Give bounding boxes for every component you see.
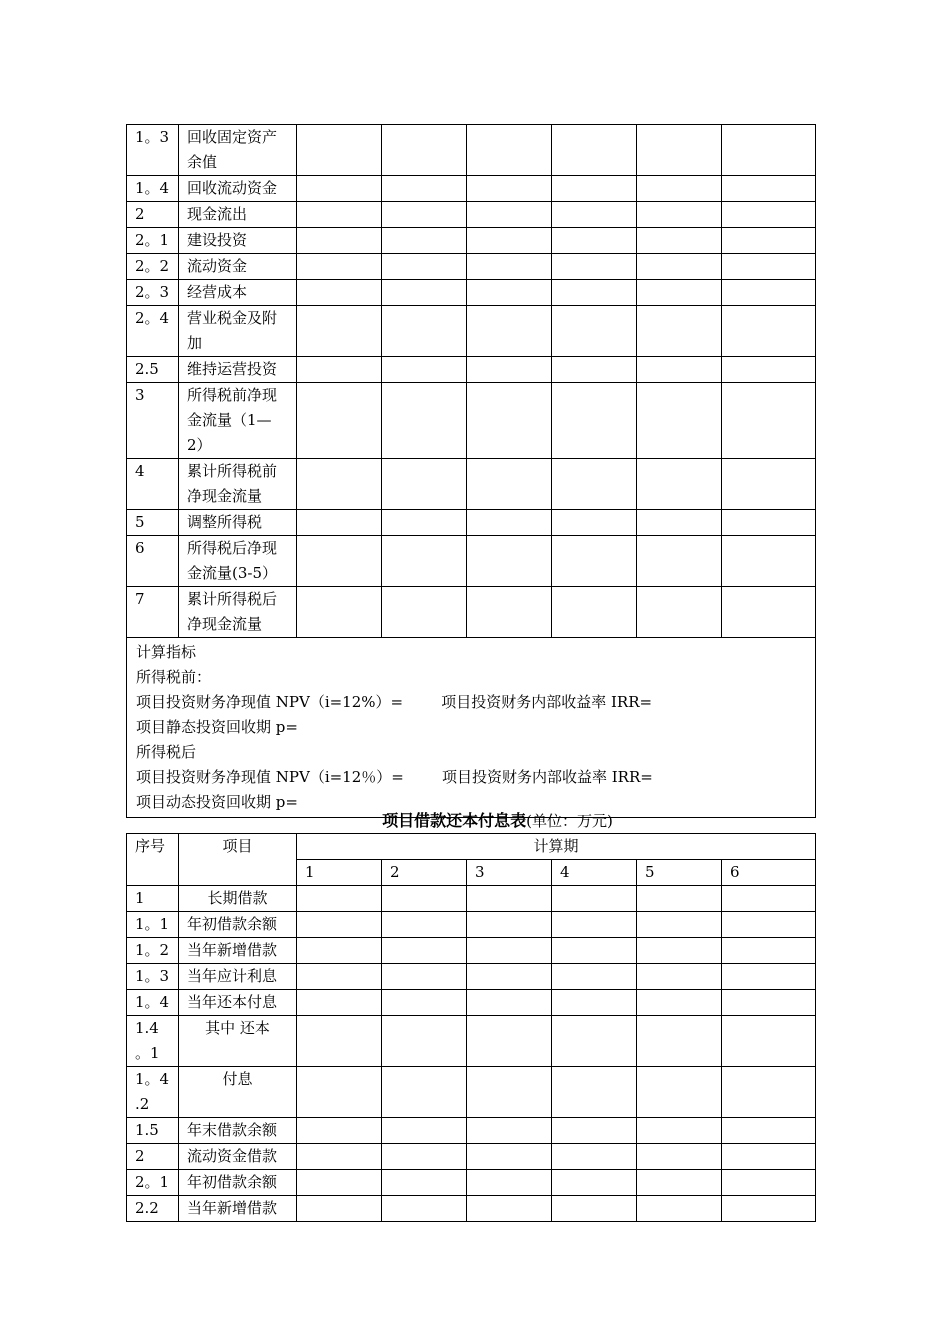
value-cell [637, 912, 722, 938]
table-row [127, 938, 816, 964]
value-cell [467, 964, 552, 990]
value-cell [722, 587, 816, 638]
value-cell [637, 1170, 722, 1196]
value-cell [552, 383, 637, 459]
row-number: 2.5 [127, 357, 179, 383]
value-cell [722, 912, 816, 938]
row-number: 1 [127, 886, 179, 912]
value-cell [467, 125, 552, 176]
value-cell [637, 228, 722, 254]
value-cell [722, 383, 816, 459]
value-cell [637, 1118, 722, 1144]
value-cell [382, 383, 467, 459]
cash-flow-table-body [127, 125, 816, 818]
value-cell [552, 912, 637, 938]
row-number: 2 [127, 1144, 179, 1170]
value-cell [382, 280, 467, 306]
table-row [127, 536, 816, 587]
value-cell [467, 990, 552, 1016]
table-row [127, 1170, 816, 1196]
value-cell [467, 912, 552, 938]
row-item: 所得税后净现金流量(3-5） [179, 536, 297, 587]
value-cell [382, 306, 467, 357]
row-item: 其中 还本 [179, 1016, 297, 1067]
value-cell [552, 536, 637, 587]
table-row [127, 886, 816, 912]
value-cell [297, 587, 382, 638]
value-cell [722, 964, 816, 990]
row-number: 2。1 [127, 228, 179, 254]
table-row [127, 587, 816, 638]
value-cell [722, 280, 816, 306]
value-cell [467, 510, 552, 536]
value-cell [382, 1196, 467, 1222]
table-row [127, 990, 816, 1016]
value-cell [297, 383, 382, 459]
value-cell [297, 357, 382, 383]
value-cell [297, 1196, 382, 1222]
value-cell [722, 202, 816, 228]
row-item: 当年应计利息 [179, 964, 297, 990]
value-cell [467, 280, 552, 306]
table-row [127, 357, 816, 383]
value-cell [722, 938, 816, 964]
row-number: 1。1 [127, 912, 179, 938]
value-cell [722, 1067, 816, 1118]
value-cell [722, 1144, 816, 1170]
value-cell [637, 886, 722, 912]
value-cell [637, 254, 722, 280]
value-cell [552, 202, 637, 228]
row-number: 5 [127, 510, 179, 536]
value-cell [722, 125, 816, 176]
row-number: 2。2 [127, 254, 179, 280]
value-cell [297, 228, 382, 254]
value-cell [637, 459, 722, 510]
value-cell [637, 1144, 722, 1170]
loan-table-header-row [127, 834, 816, 860]
table-row [127, 1118, 816, 1144]
row-number: 6 [127, 536, 179, 587]
table-row [127, 383, 816, 459]
value-cell [382, 886, 467, 912]
value-cell [467, 306, 552, 357]
table-row [127, 202, 816, 228]
value-cell [552, 459, 637, 510]
value-cell [297, 964, 382, 990]
table-row [127, 1144, 816, 1170]
value-cell [552, 357, 637, 383]
row-number: 1。4 .2 [127, 1067, 179, 1118]
value-cell [467, 459, 552, 510]
loan-table-title [126, 808, 869, 834]
value-cell [722, 1196, 816, 1222]
value-cell [552, 1016, 637, 1067]
value-cell [552, 1118, 637, 1144]
table-row [127, 912, 816, 938]
table-row [127, 964, 816, 990]
table-row [127, 1016, 816, 1067]
indicator-line: 项目投资财务净现值 NPV（i=12%）= 项目投资财务内部收益率 IRR= [136, 693, 653, 711]
value-cell [382, 459, 467, 510]
value-cell [467, 1196, 552, 1222]
value-cell [552, 964, 637, 990]
period-6: 6 [722, 860, 816, 886]
value-cell [722, 357, 816, 383]
row-number: 1。2 [127, 938, 179, 964]
row-item: 流动资金 [179, 254, 297, 280]
value-cell [637, 1016, 722, 1067]
value-cell [382, 228, 467, 254]
value-cell [382, 1118, 467, 1144]
value-cell [382, 176, 467, 202]
row-number: 2 [127, 202, 179, 228]
value-cell [467, 587, 552, 638]
table-row [127, 1196, 816, 1222]
indicator-line: 所得税后 [136, 743, 197, 761]
period-3: 3 [467, 860, 552, 886]
value-cell [467, 383, 552, 459]
value-cell [382, 254, 467, 280]
value-cell [637, 125, 722, 176]
value-cell [297, 1016, 382, 1067]
value-cell [552, 306, 637, 357]
value-cell [722, 228, 816, 254]
row-item: 长期借款 [179, 886, 297, 912]
value-cell [467, 176, 552, 202]
value-cell [467, 1016, 552, 1067]
value-cell [297, 912, 382, 938]
table-row [127, 228, 816, 254]
indicator-line: 所得税前： [136, 668, 212, 686]
value-cell [297, 125, 382, 176]
row-item: 流动资金借款 [179, 1144, 297, 1170]
value-cell [467, 536, 552, 587]
value-cell [467, 254, 552, 280]
value-cell [552, 510, 637, 536]
value-cell [552, 1067, 637, 1118]
row-number: 3 [127, 383, 179, 459]
row-number: 4 [127, 459, 179, 510]
period-2: 2 [382, 860, 467, 886]
value-cell [637, 306, 722, 357]
indicator-line: 计算指标 [136, 643, 197, 661]
value-cell [552, 176, 637, 202]
row-number: 1。4 [127, 990, 179, 1016]
value-cell [297, 886, 382, 912]
value-cell [467, 1118, 552, 1144]
header-item: 项目 [179, 834, 297, 886]
value-cell [382, 1067, 467, 1118]
indicators-cell [127, 638, 816, 818]
table-row [127, 176, 816, 202]
value-cell [382, 990, 467, 1016]
value-cell [637, 280, 722, 306]
value-cell [552, 1170, 637, 1196]
period-5: 5 [637, 860, 722, 886]
value-cell [552, 990, 637, 1016]
row-item: 累计所得税后净现金流量 [179, 587, 297, 638]
value-cell [297, 254, 382, 280]
value-cell [722, 459, 816, 510]
row-number: 2。4 [127, 306, 179, 357]
value-cell [382, 357, 467, 383]
value-cell [297, 176, 382, 202]
value-cell [382, 964, 467, 990]
value-cell [552, 125, 637, 176]
value-cell [297, 1170, 382, 1196]
value-cell [722, 1118, 816, 1144]
value-cell [382, 912, 467, 938]
row-item: 当年新增借款 [179, 1196, 297, 1222]
value-cell [467, 1067, 552, 1118]
value-cell [722, 510, 816, 536]
value-cell [722, 886, 816, 912]
row-item: 建设投资 [179, 228, 297, 254]
row-item: 当年还本付息 [179, 990, 297, 1016]
row-item: 当年新增借款 [179, 938, 297, 964]
value-cell [467, 1144, 552, 1170]
table-row [127, 125, 816, 176]
indicator-line: 项目静态投资回收期 p= [136, 718, 298, 736]
loan-repayment-table [126, 833, 816, 1222]
cash-flow-table [126, 124, 816, 818]
value-cell [382, 1144, 467, 1170]
table-row [127, 306, 816, 357]
value-cell [552, 254, 637, 280]
value-cell [552, 280, 637, 306]
value-cell [637, 202, 722, 228]
period-1: 1 [297, 860, 382, 886]
row-item: 经营成本 [179, 280, 297, 306]
table-row [127, 254, 816, 280]
value-cell [467, 938, 552, 964]
row-item: 付息 [179, 1067, 297, 1118]
row-number: 2.2 [127, 1196, 179, 1222]
row-number: 1.5 [127, 1118, 179, 1144]
value-cell [722, 254, 816, 280]
header-no: 序号 [127, 834, 179, 886]
value-cell [297, 280, 382, 306]
value-cell [467, 202, 552, 228]
value-cell [297, 1118, 382, 1144]
value-cell [637, 357, 722, 383]
value-cell [637, 383, 722, 459]
row-number: 1。3 [127, 125, 179, 176]
value-cell [297, 306, 382, 357]
value-cell [637, 990, 722, 1016]
row-number: 1。3 [127, 964, 179, 990]
row-item: 回收固定资产余值 [179, 125, 297, 176]
row-number: 1。4 [127, 176, 179, 202]
value-cell [637, 1067, 722, 1118]
value-cell [552, 938, 637, 964]
value-cell [637, 536, 722, 587]
value-cell [637, 587, 722, 638]
value-cell [297, 1067, 382, 1118]
indicators-row [127, 638, 816, 818]
value-cell [722, 1016, 816, 1067]
row-item: 所得税前净现金流量（1—2） [179, 383, 297, 459]
value-cell [297, 202, 382, 228]
period-4: 4 [552, 860, 637, 886]
value-cell [297, 459, 382, 510]
value-cell [552, 1144, 637, 1170]
row-item: 年末借款余额 [179, 1118, 297, 1144]
value-cell [637, 964, 722, 990]
value-cell [382, 125, 467, 176]
row-item: 回收流动资金 [179, 176, 297, 202]
indicator-line: 项目投资财务净现值 NPV（i=12％）= 项目投资财务内部收益率 IRR= [136, 768, 653, 786]
value-cell [382, 1170, 467, 1196]
value-cell [722, 536, 816, 587]
value-cell [297, 990, 382, 1016]
value-cell [637, 176, 722, 202]
value-cell [467, 228, 552, 254]
row-number: 7 [127, 587, 179, 638]
table-row [127, 459, 816, 510]
value-cell [722, 306, 816, 357]
row-number: 2。1 [127, 1170, 179, 1196]
value-cell [467, 357, 552, 383]
row-item: 年初借款余额 [179, 1170, 297, 1196]
loan-table-unit: (单位：万元) [526, 812, 613, 830]
value-cell [382, 938, 467, 964]
table-row [127, 1067, 816, 1118]
value-cell [297, 938, 382, 964]
value-cell [297, 1144, 382, 1170]
value-cell [382, 510, 467, 536]
table-row [127, 280, 816, 306]
value-cell [552, 587, 637, 638]
value-cell [637, 938, 722, 964]
value-cell [637, 510, 722, 536]
value-cell [552, 1196, 637, 1222]
table-row [127, 510, 816, 536]
row-item: 现金流出 [179, 202, 297, 228]
value-cell [722, 990, 816, 1016]
row-item: 维持运营投资 [179, 357, 297, 383]
value-cell [637, 1196, 722, 1222]
row-item: 调整所得税 [179, 510, 297, 536]
value-cell [297, 536, 382, 587]
loan-repayment-table-body [127, 834, 816, 1222]
value-cell [467, 886, 552, 912]
value-cell [552, 228, 637, 254]
value-cell [552, 886, 637, 912]
value-cell [467, 1170, 552, 1196]
indicator-line: 项目动态投资回收期 p= [136, 793, 298, 811]
header-period: 计算期 [297, 834, 816, 860]
row-item: 年初借款余额 [179, 912, 297, 938]
loan-table-title-text: 项目借款还本付息表 [382, 811, 527, 830]
row-number: 2。3 [127, 280, 179, 306]
value-cell [722, 1170, 816, 1196]
value-cell [382, 587, 467, 638]
value-cell [382, 202, 467, 228]
row-item: 累计所得税前净现金流量 [179, 459, 297, 510]
value-cell [382, 536, 467, 587]
value-cell [722, 176, 816, 202]
value-cell [297, 510, 382, 536]
row-item: 营业税金及附加 [179, 306, 297, 357]
value-cell [382, 1016, 467, 1067]
row-number: 1.4 。1 [127, 1016, 179, 1067]
